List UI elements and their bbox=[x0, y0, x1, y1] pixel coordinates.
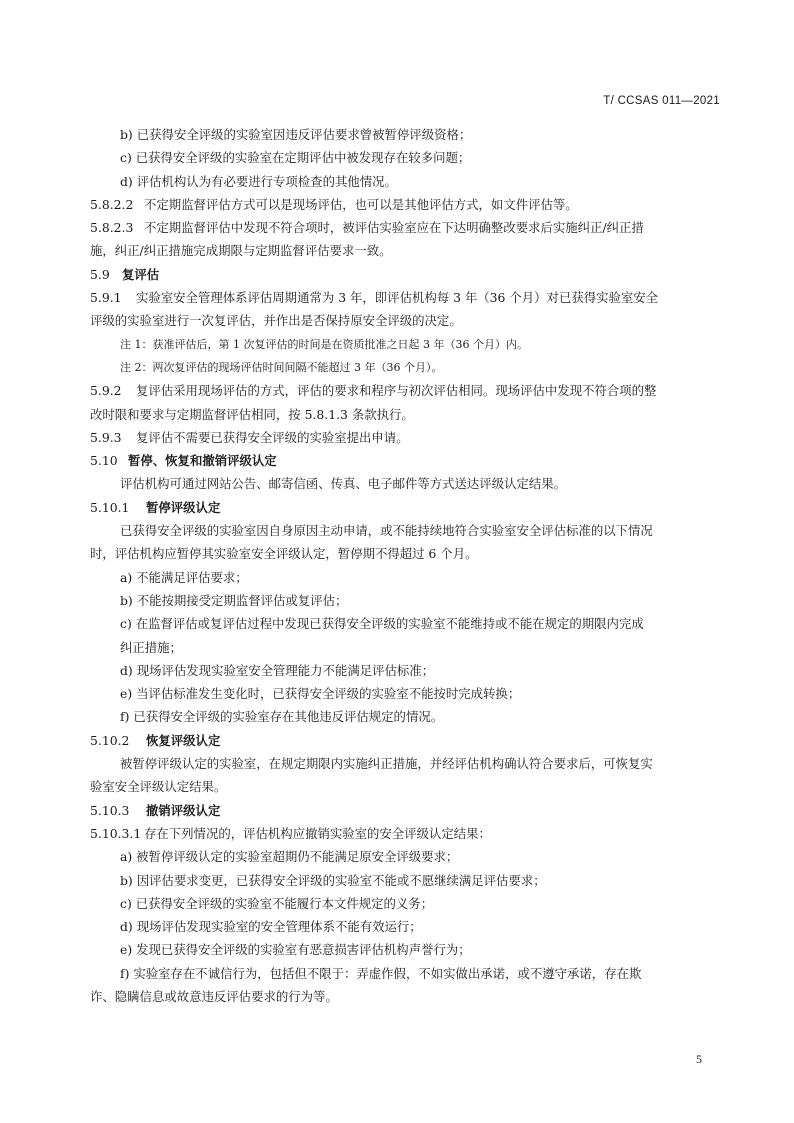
paragraph-line: 时，评估机构应暂停其实验室安全评级认定，暂停期不得超过 6 个月。 bbox=[90, 546, 478, 562]
clause-text: 复评估不需要已获得安全评级的实验室提出申请。 bbox=[136, 429, 409, 445]
clause-5-9-3 bbox=[90, 426, 718, 449]
document-body bbox=[90, 123, 718, 1008]
list-item: b) 因评估要求变更，已获得安全评级的实验室不能或不愿继续满足评估要求； bbox=[120, 872, 546, 888]
list-item: f) 已获得安全评级的实验室存在其他违反评估规定的情况。 bbox=[120, 709, 444, 725]
paragraph-line: 已获得安全评级的实验室因自身原因主动申请，或不能持续地符合实验室安全评估标准的以下情况 bbox=[120, 523, 653, 539]
clause-number: 5.9.1 bbox=[90, 290, 122, 306]
list-item: e) 当评估标准发生变化时，已获得安全评级的实验室不能按时完成转换； bbox=[120, 686, 521, 702]
section-heading-5-9 bbox=[90, 263, 718, 286]
section-heading-5-10-1 bbox=[90, 496, 718, 519]
section-heading-5-10-3 bbox=[90, 799, 718, 822]
section-title: 复评估 bbox=[122, 266, 160, 282]
paragraph-line: 施，纠正/纠正措施完成期限与定期监督评估要求一致。 bbox=[90, 243, 392, 259]
list-item: c) 在监督评估或复评估过程中发现已获得安全评级的实验室不能维持或不能在规定的期限内完成 bbox=[120, 616, 644, 632]
list-item: a) 被暂停评级认定的实验室超期仍不能满足原安全评级要求； bbox=[120, 849, 459, 865]
list-item: d) 评估机构认为有必要进行专项检查的其他情况。 bbox=[120, 173, 397, 189]
note: 注 1：获准评估后，第 1 次复评估的时间是在资质批准之日起 3 年（36 个月）内。 bbox=[120, 337, 528, 351]
section-heading-5-10 bbox=[90, 449, 718, 472]
document-id-header: T/ CCSAS 011—2021 bbox=[603, 95, 720, 107]
section-number: 5.10.2 bbox=[90, 732, 130, 748]
paragraph-line: 验室安全评级认定结果。 bbox=[90, 779, 227, 795]
clause-number: 5.10.3.1 bbox=[90, 825, 142, 841]
section-number: 5.10.1 bbox=[90, 499, 130, 515]
list-item: c) 已获得安全评级的实验室不能履行本文件规定的义务； bbox=[120, 895, 434, 911]
clause-5-10-3-1 bbox=[90, 822, 718, 845]
list-item-continuation: 纠正措施； bbox=[120, 639, 182, 655]
list-item-continuation: 诈、隐瞒信息或故意违反评估要求的行为等。 bbox=[90, 988, 338, 1004]
paragraph-line: 被暂停评级认定的实验室，在规定期限内实施纠正措施，并经评估机构确认符合要求后，可恢复实 bbox=[120, 756, 653, 772]
clause-text: 复评估采用现场评估的方式，评估的要求和程序与初次评估相同。现场评估中发现不符合项的整 bbox=[136, 383, 657, 399]
list-item: c) 已获得安全评级的实验室在定期评估中被发现存在较多问题； bbox=[120, 150, 471, 166]
section-title: 暂停、恢复和撤销评级认定 bbox=[128, 453, 277, 469]
paragraph-line: 评估机构可通过网站公告、邮寄信函、传真、电子邮件等方式送达评级认定结果。 bbox=[120, 476, 567, 492]
clause-number: 5.8.2.2 bbox=[90, 196, 134, 212]
clause-text: 存在下列情况的，评估机构应撤销实验室的安全评级认定结果： bbox=[144, 825, 491, 841]
list-item: d) 现场评估发现实验室的安全管理体系不能有效运行； bbox=[120, 919, 422, 935]
section-number: 5.10.3 bbox=[90, 802, 130, 818]
page-number: 5 bbox=[696, 1052, 702, 1066]
list-item: e) 发现已获得安全评级的实验室有恶意损害评估机构声誉行为； bbox=[120, 942, 471, 958]
paragraph-line: 改时限和要求与定期监督评估相同，按 5.8.1.3 条款执行。 bbox=[90, 406, 414, 422]
clause-5-9-2 bbox=[90, 379, 718, 402]
clause-5-8-2-2 bbox=[90, 193, 718, 216]
list-item: a) 不能满足评估要求； bbox=[120, 569, 248, 585]
clause-5-9-1 bbox=[90, 286, 718, 309]
list-item: d) 现场评估发现实验室安全管理能力不能满足评估标准； bbox=[120, 662, 435, 678]
clause-number: 5.8.2.3 bbox=[90, 220, 134, 236]
section-number: 5.10 bbox=[90, 453, 118, 469]
section-title: 恢复评级认定 bbox=[146, 732, 221, 748]
clause-number: 5.9.3 bbox=[90, 429, 122, 445]
clause-text: 不定期监督评估中发现不符合项时，被评估实验室应在下达明确整改要求后实施纠正/纠正措 bbox=[144, 220, 644, 236]
section-title: 撤销评级认定 bbox=[146, 802, 221, 818]
section-number: 5.9 bbox=[90, 266, 110, 282]
list-item: b) 不能按期接受定期监督评估或复评估； bbox=[120, 592, 348, 608]
note: 注 2：两次复评估的现场评估时间间隔不能超过 3 年（36 个月）。 bbox=[120, 360, 443, 374]
clause-text: 不定期监督评估方式可以是现场评估，也可以是其他评估方式，如文件评估等。 bbox=[144, 196, 578, 212]
clause-text: 实验室安全管理体系评估周期通常为 3 年，即评估机构每 3 年（36 个月）对已获得实验室安全 bbox=[136, 290, 659, 306]
list-item: f) 实验室存在不诚信行为，包括但不限于：弄虚作假，不如实做出承诺，或不遵守承诺，存在欺 bbox=[120, 965, 642, 981]
clause-number: 5.9.2 bbox=[90, 383, 122, 399]
paragraph-line: 评级的实验室进行一次复评估，并作出是否保持原安全评级的决定。 bbox=[90, 313, 462, 329]
section-title: 暂停评级认定 bbox=[146, 499, 221, 515]
clause-5-8-2-3 bbox=[90, 216, 718, 239]
list-item: b) 已获得安全评级的实验室因违反评估要求曾被暂停评级资格； bbox=[120, 127, 472, 142]
section-heading-5-10-2 bbox=[90, 729, 718, 752]
